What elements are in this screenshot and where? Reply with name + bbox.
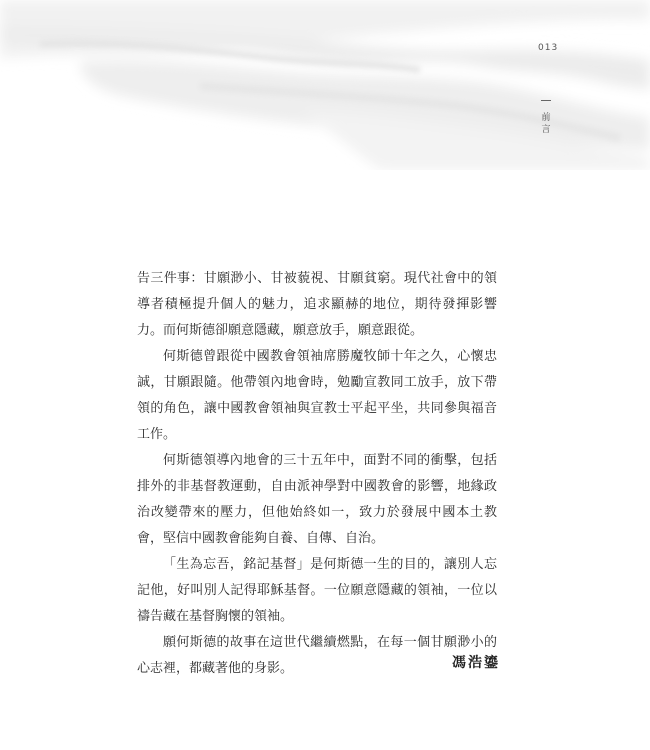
section-divider — [541, 100, 551, 101]
paragraph: 「生為忘吾，銘記基督」是何斯德一生的目的，讓別人忘記他，好叫別人記得耶穌基督。一位願意隱藏的領袖，一位以禱告藏在基督胸懷的領袖。 — [137, 557, 497, 624]
paragraph: 願何斯德的故事在這世代繼續燃點，在每一個甘願渺小的心志裡，都藏著他的身影。 — [137, 635, 497, 676]
ink-wash-decoration — [0, 0, 650, 170]
paragraph: 告三件事：甘願渺小、甘被藐視、甘願貧窮。現代社會中的領導者積極提升個人的魅力，追求顯赫的地位，期待發揮影響力。而何斯德卻願意隱藏，願意放手，願意跟從。 — [137, 271, 497, 338]
paragraph: 何斯德曾跟從中國教會領袖席勝魔牧師十年之久，心懷忠誠，甘願跟隨。他帶領內地會時，勉勵宣教同工放手，放下帶領的角色，讓中國教會領袖與宣教士平起平坐，共同參與福音工作。 — [137, 349, 497, 442]
section-label: 前 言 — [541, 113, 551, 135]
page-number: 013 — [538, 43, 559, 53]
author-signature: 馮浩鎏 — [452, 655, 500, 671]
body-text — [137, 266, 497, 682]
wash-shapes — [0, 0, 650, 170]
paragraph: 何斯德領導內地會的三十五年中，面對不同的衝擊，包括排外的非基督教運動，自由派神學對中國教會的影響，地緣政治改變帶來的壓力，但他始終如一，致力於發展中國本土教會，堅信中國教會能夠自養、自傳、自治。 — [137, 453, 497, 546]
